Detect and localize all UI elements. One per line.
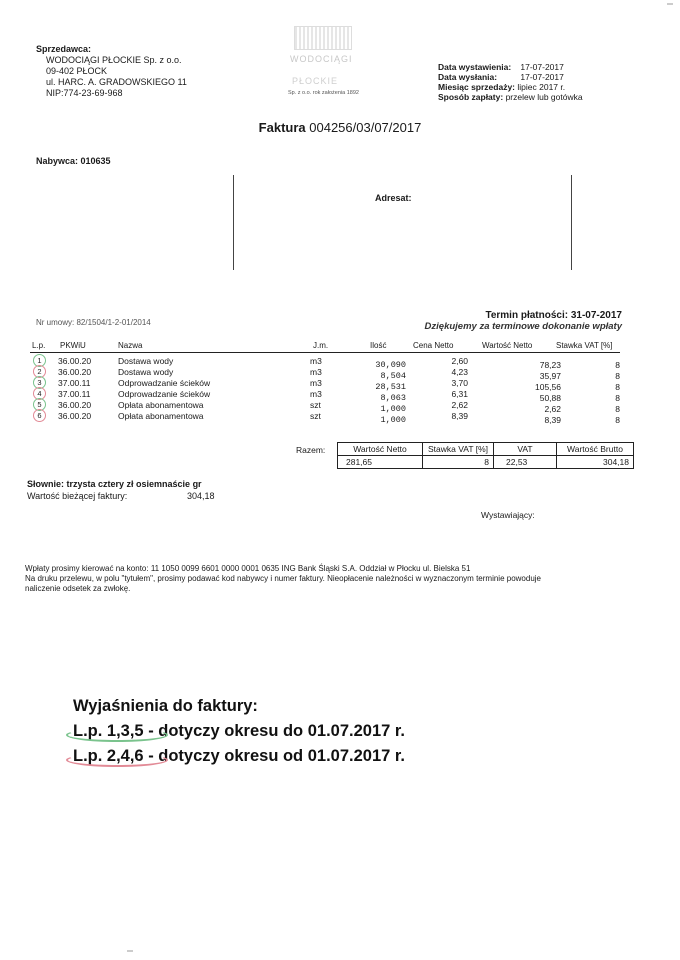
row-lp-circle: 1 [33,354,46,367]
summary-value-row [338,456,634,469]
row-pkwiu: 36.00.20 [58,356,92,366]
row-lp-circle: 4 [33,387,46,400]
payment-note-line-1: Wpłaty prosimy kierować na konto: 11 1050 0099 6601 0000 0001 0635 ING Bank Śląski S.A. Oddział w Płocku ul. Bielska 51 [25,564,471,573]
row-price: 3,70 [451,378,468,388]
header-pkwiu: PKWiU [60,341,86,350]
current-value-label: Wartość bieżącej faktury: [27,491,128,501]
row-net: 8,39 [544,415,561,425]
invoice-number: 004256/03/07/2017 [309,120,422,135]
row-unit: szt [310,411,321,421]
row-net: 78,23 [539,360,561,370]
issued-label: Data wystawienia: [438,62,512,72]
row-name: Dostawa wody [118,356,174,366]
sent-label: Data wysłania: [438,72,498,82]
explanation-title: Wyjaśnienia do faktury: [73,697,258,715]
seller-block [36,44,187,99]
row-name: Odprowadzanie ścieków [118,389,211,399]
logo-mid-text: PŁOCKIE [292,76,339,86]
thanks-note: Dziękujemy za terminowe dokonanie wpłaty [424,321,622,332]
summary-rate: 8 [423,456,494,469]
buyer-code: Nabywca: 010635 [36,156,111,166]
issuer-label: Wystawiający: [481,510,535,520]
contract-number: Nr umowy: 82/1504/1-2-01/2014 [36,318,151,327]
month-label: Miesiąc sprzedaży: [438,82,516,92]
row-qty: 8,063 [380,393,406,403]
due-date: Termin płatności: 31-07-2017 [485,310,622,321]
summary-gross: 304,18 [557,456,634,469]
row-name: Dostawa wody [118,367,174,377]
current-value-amount: 304,18 [187,491,215,501]
invoice-title [0,120,680,135]
payment-note-line-3: naliczenie odsetek za zwłokę. [25,584,131,593]
issued-value: 17-07-2017 [520,62,564,72]
row-unit: m3 [310,367,322,377]
seller-address-1: 09-402 PŁOCK [46,66,108,76]
explanation-text-2: - dotyczy okresu od 01.07.2017 r. [143,747,405,765]
row-price: 4,23 [451,367,468,377]
payment-value: przelew lub gotówka [505,92,583,102]
row-pkwiu: 37.00.11 [58,389,91,399]
summary-header-net: Wartość Netto [338,443,423,456]
header-lp: L.p. [32,341,46,350]
month-value: lipiec 2017 r. [517,82,566,92]
row-vat: 8 [615,382,620,392]
scan-mark-bottom [127,950,133,952]
invoice-title-label: Faktura [258,120,306,135]
row-net: 50,88 [539,393,561,403]
summary-vat: 22,53 [494,456,557,469]
row-price: 2,60 [451,356,468,366]
summary-table [337,442,634,469]
logo-top-text: WODOCIĄGI [290,54,353,64]
header-price: Cena Netto [413,341,454,350]
payment-note-line-2: Na druku przelewu, w polu "tytułem", prosimy podawać kod nabywcy i numer faktury. Nieopłacenie należności w wyznaczonym terminie powoduje [25,574,541,583]
summary-net: 281,65 [338,456,423,469]
row-net: 2,62 [544,404,561,414]
row-name: Opłata abonamentowa [118,411,204,421]
row-vat: 8 [615,404,620,414]
summary-header-vat: VAT [494,443,557,456]
seller-nip: NIP:774-23-69-968 [46,88,123,98]
row-lp-circle: 3 [33,376,46,389]
dates-block [438,62,583,102]
row-price: 6,31 [451,389,468,399]
explanation-ref-1: L.p. 1,3,5 [73,722,144,740]
row-vat: 8 [615,415,620,425]
row-qty: 1,000 [380,404,406,414]
logo-mark [294,26,352,50]
row-pkwiu: 36.00.20 [58,411,92,421]
sent-value: 17-07-2017 [520,72,564,82]
row-name: Odprowadzanie ścieków [118,378,211,388]
explanation-ref-2: L.p. 2,4,6 [73,747,144,765]
seller-address-2: ul. HARC. A. GRADOWSKIEGO 11 [46,77,187,87]
row-unit: m3 [310,389,322,399]
row-lp-circle: 2 [33,365,46,378]
explanation-text-1: - dotyczy okresu do 01.07.2017 r. [143,722,405,740]
row-qty: 30,090 [375,360,406,370]
summary-header-gross: Wartość Brutto [557,443,634,456]
row-pkwiu: 36.00.20 [58,367,92,377]
row-vat: 8 [615,360,620,370]
row-qty: 8,504 [380,371,406,381]
header-unit: J.m. [313,341,329,350]
addressee-label: Adresat: [375,193,412,203]
seller-label: Sprzedawca: [36,44,92,54]
summary-label: Razem: [296,445,326,455]
row-qty: 28,531 [375,382,406,392]
row-unit: m3 [310,356,322,366]
address-window-right-border [571,175,572,270]
row-price: 8,39 [451,411,468,421]
row-vat: 8 [615,371,620,381]
payment-note [25,564,625,594]
header-qty: Ilość [370,341,387,350]
row-net: 105,56 [535,382,561,392]
row-qty: 1,000 [380,415,406,425]
current-value [27,491,215,501]
summary-header-rate: Stawka VAT [%] [423,443,494,456]
row-lp-circle: 6 [33,409,46,422]
row-net: 35,97 [539,371,561,381]
red-underline-mark [66,753,168,767]
row-vat: 8 [615,393,620,403]
address-window-left-border [233,175,234,270]
payment-label: Sposób zapłaty: [438,92,504,102]
header-name: Nazwa [118,341,143,350]
scan-mark-top [667,3,673,5]
row-lp-circle: 5 [33,398,46,411]
green-underline-mark [66,728,168,742]
row-price: 2,62 [451,400,468,410]
summary-header-row [338,443,634,456]
amount-in-words: Słownie: trzysta cztery zł osiemnaście gr [27,479,202,489]
row-name: Opłata abonamentowa [118,400,204,410]
table-header-rule [30,352,620,353]
header-vat: Stawka VAT [%] [556,341,613,350]
row-pkwiu: 36.00.20 [58,400,92,410]
row-pkwiu: 37.00.11 [58,378,91,388]
row-unit: m3 [310,378,322,388]
row-unit: szt [310,400,321,410]
seller-name: WODOCIĄGI PŁOCKIE Sp. z o.o. [46,55,182,65]
header-net: Wartość Netto [482,341,533,350]
logo-caption: Sp. z o.o. rok założenia 1892 [288,90,359,96]
company-logo [288,22,370,100]
